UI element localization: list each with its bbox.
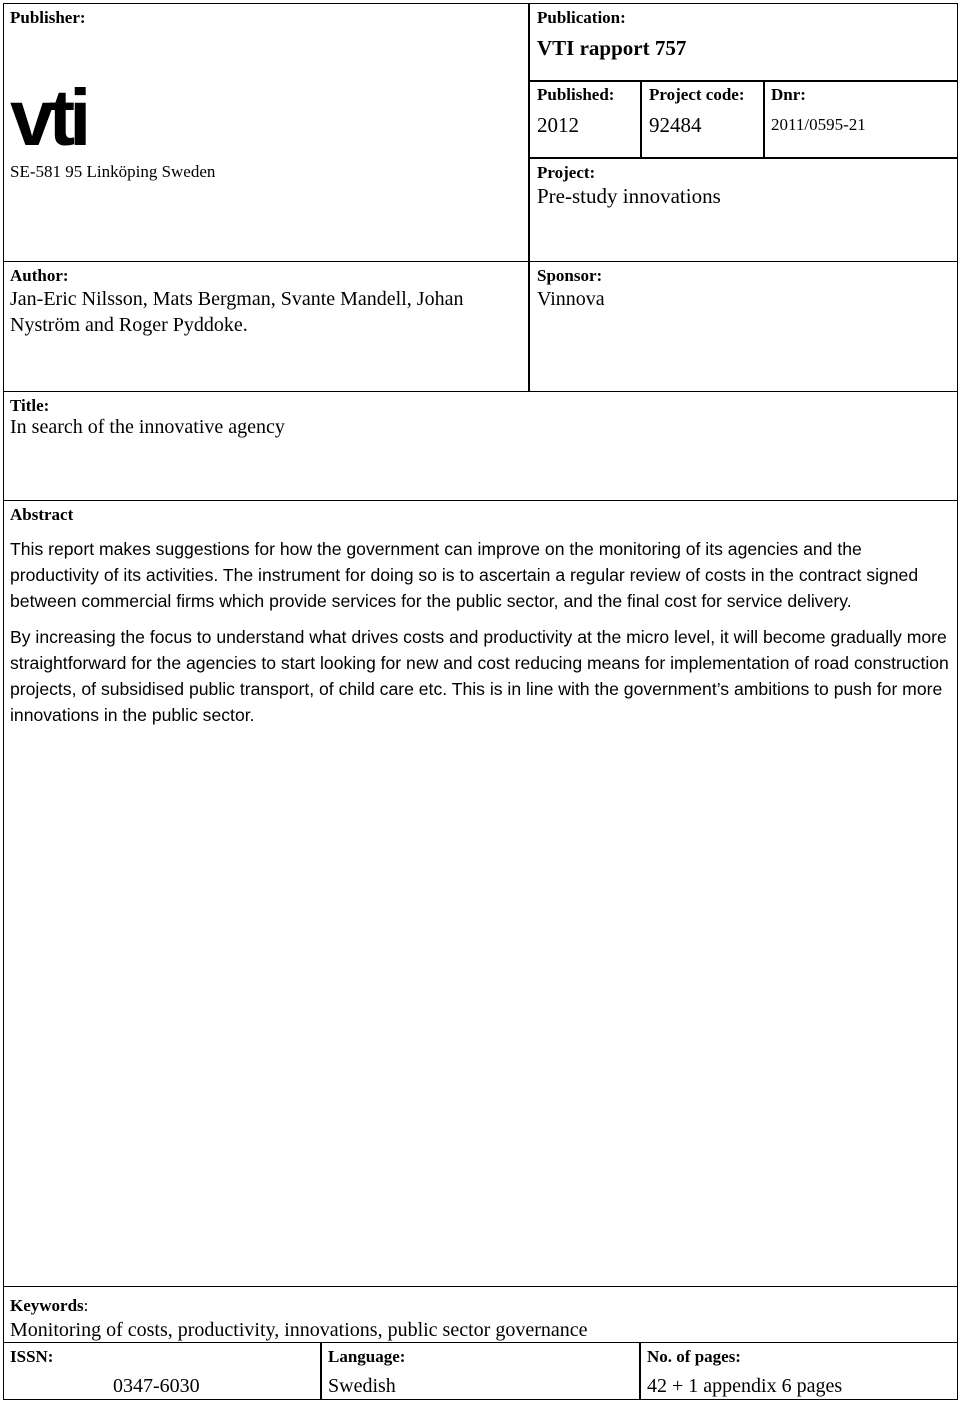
dnr-label: Dnr:	[771, 85, 806, 104]
keywords-colon: :	[83, 1296, 89, 1315]
keywords-value: Monitoring of costs, productivity, innovations, public sector governance	[10, 1319, 588, 1341]
author-label: Author:	[10, 266, 69, 285]
author-line-1: Jan-Eric Nilsson, Mats Bergman, Svante Mandell, Johan	[10, 288, 464, 310]
pub-row-top	[528, 80, 958, 82]
project-value: Pre-study innovations	[537, 184, 721, 208]
language-value: Swedish	[328, 1375, 396, 1397]
footer-col-divider-1	[320, 1342, 322, 1400]
language-label: Language:	[328, 1347, 406, 1366]
abstract-label: Abstract	[10, 505, 74, 524]
project-code-value: 92484	[649, 113, 702, 137]
pub-col-divider-2	[763, 80, 765, 158]
abstract-body	[10, 536, 952, 728]
project-label: Project:	[537, 163, 596, 182]
pub-row-bottom	[528, 157, 958, 159]
title-value: In search of the innovative agency	[10, 416, 285, 438]
keywords-label-row	[10, 1296, 88, 1316]
sponsor-label: Sponsor:	[537, 266, 603, 285]
published-value: 2012	[537, 113, 579, 137]
publication-label: Publication:	[537, 8, 626, 27]
dnr-value: 2011/0595-21	[771, 115, 866, 134]
issn-label: ISSN:	[10, 1347, 54, 1366]
footer-col-divider-2	[639, 1342, 641, 1400]
published-label: Published:	[537, 85, 615, 104]
title-label: Title:	[10, 396, 50, 415]
pages-value: 42 + 1 appendix 6 pages	[647, 1375, 843, 1397]
publication-value: VTI rapport 757	[537, 36, 687, 60]
publisher-label: Publisher:	[10, 8, 86, 27]
abstract-paragraph-2: By increasing the focus to understand what drives costs and productivity at the micro level, it will become gradually more straightforward for the agencies to start looking for new and cost reducing means for implementation of road construction projects, of subsidised public transport, of child care etc. This is in line with the government’s ambitions to push for more innovations in the public sector.	[10, 627, 949, 725]
publisher-address: SE-581 95 Linköping Sweden	[10, 162, 216, 181]
author-line-2: Nyström and Roger Pyddoke.	[10, 314, 248, 336]
title-block	[3, 391, 958, 501]
project-code-label: Project code:	[649, 85, 745, 104]
sponsor-value: Vinnova	[537, 288, 605, 310]
pub-col-divider-1	[640, 80, 642, 158]
keywords-label: Keywords	[10, 1296, 84, 1315]
vti-logo: vti	[10, 73, 86, 162]
pages-label: No. of pages:	[647, 1347, 741, 1366]
issn-value: 0347-6030	[113, 1375, 200, 1397]
abstract-paragraph-1: This report makes suggestions for how the government can improve on the monitoring of its agencies and the productivity of its activities. The instrument for doing so is to ascertain a regular review of costs in the contract signed between commercial firms which provide services for the public sector, and the final cost for service delivery.	[10, 539, 919, 611]
